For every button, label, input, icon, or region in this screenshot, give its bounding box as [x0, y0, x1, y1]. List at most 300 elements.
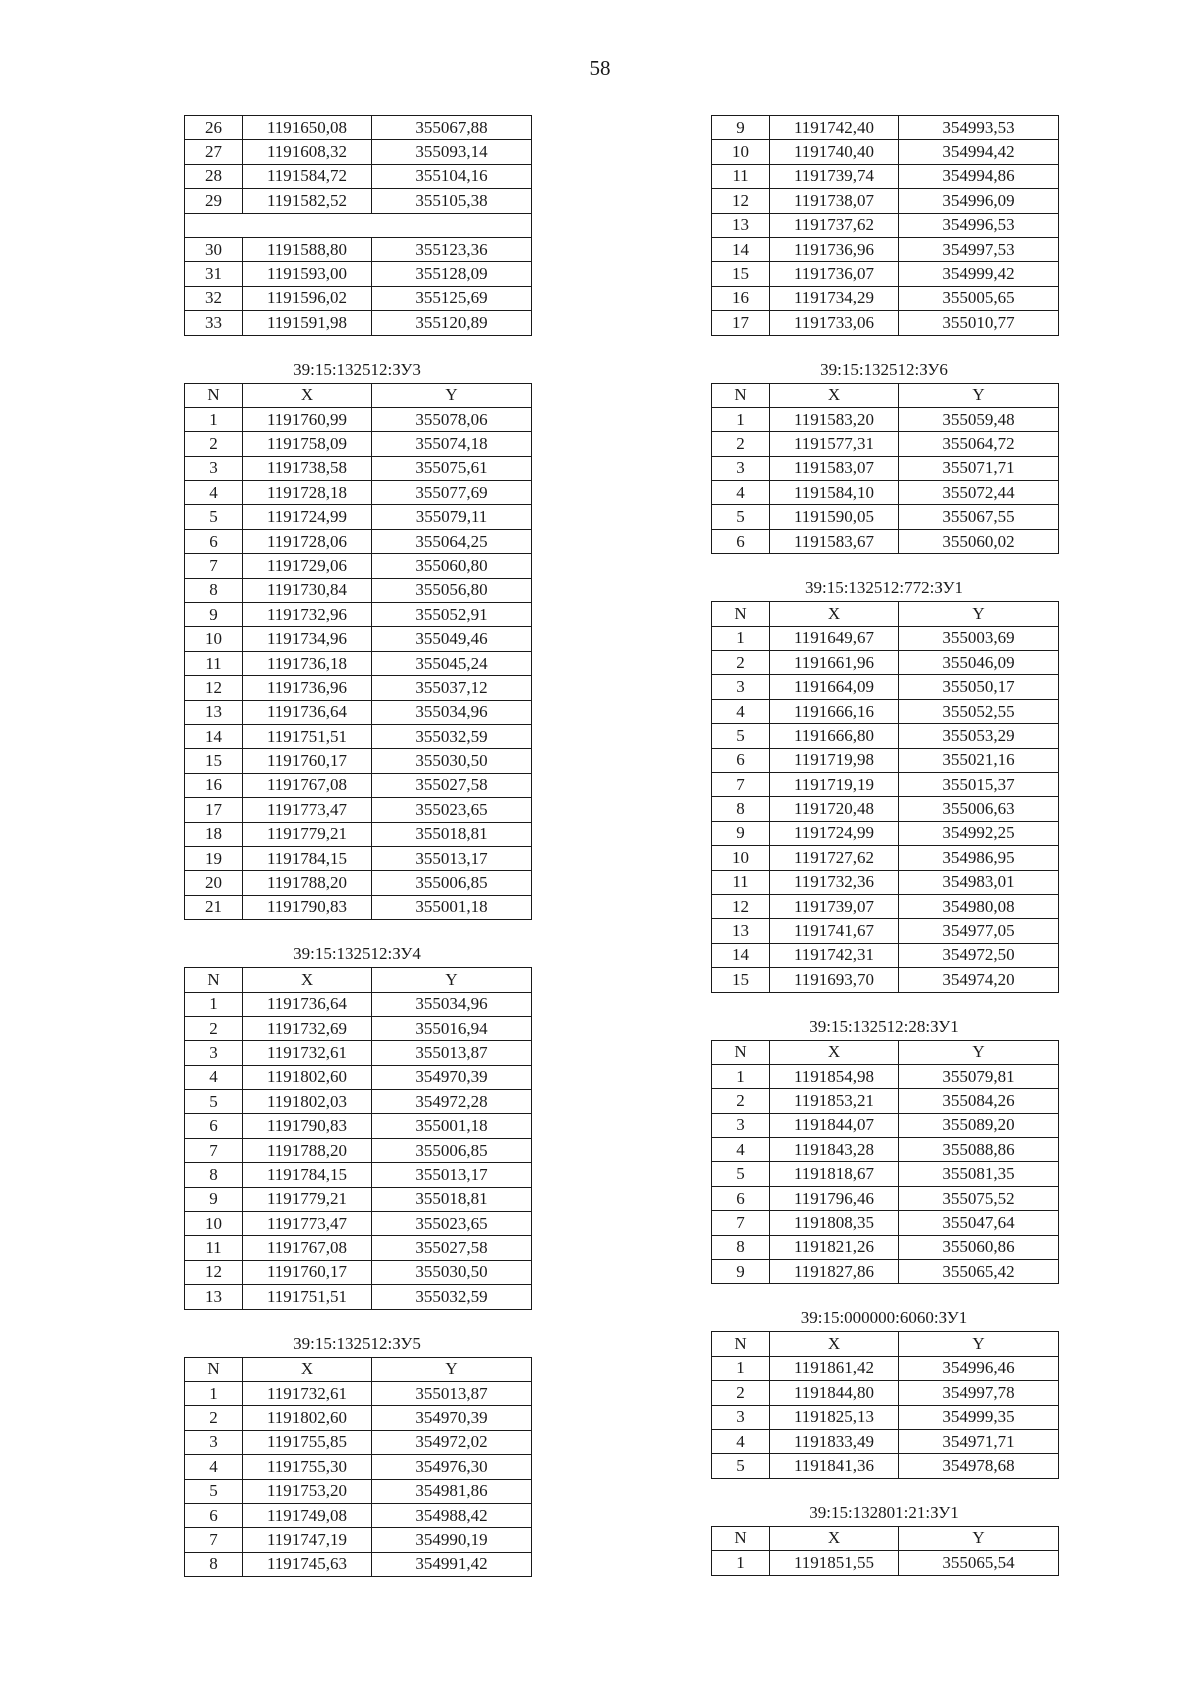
x-coordinate-cell: 1191728,06 [243, 529, 372, 553]
y-coordinate-cell: 354972,02 [372, 1430, 532, 1454]
point-number-cell: 4 [185, 1455, 243, 1479]
x-coordinate-cell: 1191755,30 [243, 1455, 372, 1479]
x-coordinate-cell: 1191747,19 [243, 1528, 372, 1552]
x-coordinate-cell: 1191734,96 [243, 627, 372, 651]
y-coordinate-cell: 355013,17 [372, 1163, 532, 1187]
table-row [185, 1065, 532, 1089]
x-coordinate-cell: 1191733,06 [770, 311, 899, 335]
point-number-cell: 2 [185, 1016, 243, 1040]
table-row [712, 164, 1059, 188]
point-number-cell: 3 [185, 1430, 243, 1454]
point-number-cell: 11 [185, 651, 243, 675]
y-coordinate-cell: 355013,87 [372, 1381, 532, 1405]
coordinate-block [184, 115, 530, 336]
table-row [712, 821, 1059, 845]
header-cell: X [770, 1526, 899, 1550]
point-number-cell: 2 [712, 651, 770, 675]
header-cell: N [712, 602, 770, 626]
point-number-cell: 10 [712, 846, 770, 870]
parcel-title: 39:15:132512:28:ЗУ1 [809, 1016, 959, 1036]
table-row [712, 626, 1059, 650]
y-coordinate-cell: 355006,63 [899, 797, 1059, 821]
point-number-cell: 2 [712, 1089, 770, 1113]
header-cell: N [712, 1332, 770, 1356]
table-row [185, 1212, 532, 1236]
y-coordinate-cell: 355081,35 [899, 1162, 1059, 1186]
point-number-cell: 3 [712, 1113, 770, 1137]
y-coordinate-cell: 355003,69 [899, 626, 1059, 650]
x-coordinate-cell: 1191779,21 [243, 1187, 372, 1211]
x-coordinate-cell: 1191755,85 [243, 1430, 372, 1454]
point-number-cell: 1 [712, 626, 770, 650]
x-coordinate-cell: 1191760,17 [243, 1260, 372, 1284]
x-coordinate-cell: 1191749,08 [243, 1503, 372, 1527]
point-number-cell: 6 [712, 748, 770, 772]
header-cell: N [712, 1526, 770, 1550]
point-number-cell: 6 [185, 1503, 243, 1527]
table-header-row [712, 1332, 1059, 1356]
table-row [712, 1064, 1059, 1088]
table-row [712, 432, 1059, 456]
table-header-row [712, 1526, 1059, 1550]
table-row [712, 529, 1059, 553]
header-cell: Y [899, 1526, 1059, 1550]
y-coordinate-cell: 355065,42 [899, 1260, 1059, 1284]
table-row [712, 1211, 1059, 1235]
point-number-cell: 2 [712, 432, 770, 456]
point-number-cell: 14 [712, 943, 770, 967]
header-cell: X [243, 383, 372, 407]
x-coordinate-cell: 1191861,42 [770, 1356, 899, 1380]
y-coordinate-cell: 354981,86 [372, 1479, 532, 1503]
point-number-cell: 12 [185, 676, 243, 700]
header-cell: Y [372, 383, 532, 407]
y-coordinate-cell: 354990,19 [372, 1528, 532, 1552]
table-row [712, 1138, 1059, 1162]
point-number-cell: 1 [712, 1064, 770, 1088]
x-coordinate-cell: 1191788,20 [243, 1138, 372, 1162]
y-coordinate-cell: 355075,61 [372, 456, 532, 480]
point-number-cell: 7 [185, 1528, 243, 1552]
table-row [185, 578, 532, 602]
y-coordinate-cell: 355093,14 [372, 140, 532, 164]
y-coordinate-cell: 355047,64 [899, 1211, 1059, 1235]
table-row [185, 554, 532, 578]
y-coordinate-cell: 354978,68 [899, 1454, 1059, 1478]
table-row [185, 676, 532, 700]
x-coordinate-cell: 1191741,67 [770, 919, 899, 943]
x-coordinate-cell: 1191728,18 [243, 481, 372, 505]
table-row [712, 797, 1059, 821]
x-coordinate-cell: 1191724,99 [243, 505, 372, 529]
y-coordinate-cell: 354970,39 [372, 1406, 532, 1430]
point-number-cell: 5 [712, 724, 770, 748]
point-number-cell: 12 [712, 894, 770, 918]
point-number-cell: 32 [185, 286, 243, 310]
x-coordinate-cell: 1191608,32 [243, 140, 372, 164]
point-number-cell: 33 [185, 311, 243, 335]
point-number-cell: 3 [712, 456, 770, 480]
coordinate-block [711, 1017, 1057, 1285]
y-coordinate-cell: 355015,37 [899, 772, 1059, 796]
coordinate-table [711, 115, 1059, 336]
point-number-cell: 8 [185, 1552, 243, 1576]
x-coordinate-cell: 1191784,15 [243, 846, 372, 870]
table-row [185, 1285, 532, 1309]
y-coordinate-cell: 354999,42 [899, 262, 1059, 286]
parcel-title: 39:15:132512:ЗУ5 [293, 1333, 421, 1353]
point-number-cell: 7 [712, 1211, 770, 1235]
y-coordinate-cell: 354996,46 [899, 1356, 1059, 1380]
table-row [185, 1406, 532, 1430]
y-coordinate-cell: 354972,50 [899, 943, 1059, 967]
x-coordinate-cell: 1191753,20 [243, 1479, 372, 1503]
blank-cell [185, 213, 532, 237]
x-coordinate-cell: 1191796,46 [770, 1186, 899, 1210]
table-row [712, 772, 1059, 796]
x-coordinate-cell: 1191784,15 [243, 1163, 372, 1187]
point-number-cell: 17 [185, 798, 243, 822]
parcel-title: 39:15:132801:21:ЗУ1 [809, 1502, 959, 1522]
x-coordinate-cell: 1191666,80 [770, 724, 899, 748]
table-row [185, 1503, 532, 1527]
x-coordinate-cell: 1191720,48 [770, 797, 899, 821]
table-row [712, 968, 1059, 992]
y-coordinate-cell: 355079,11 [372, 505, 532, 529]
table-row [185, 189, 532, 213]
table-header-row [185, 968, 532, 992]
y-coordinate-cell: 354999,35 [899, 1405, 1059, 1429]
y-coordinate-cell: 355010,77 [899, 311, 1059, 335]
y-coordinate-cell: 355059,48 [899, 407, 1059, 431]
x-coordinate-cell: 1191732,96 [243, 603, 372, 627]
x-coordinate-cell: 1191854,98 [770, 1064, 899, 1088]
table-row [712, 237, 1059, 261]
x-coordinate-cell: 1191808,35 [770, 1211, 899, 1235]
point-number-cell: 10 [712, 140, 770, 164]
y-coordinate-cell: 355120,89 [372, 311, 532, 335]
table-row [712, 116, 1059, 140]
table-row [185, 1187, 532, 1211]
x-coordinate-cell: 1191577,31 [770, 432, 899, 456]
table-row [185, 992, 532, 1016]
point-number-cell: 10 [185, 1212, 243, 1236]
point-number-cell: 3 [712, 1405, 770, 1429]
y-coordinate-cell: 354993,53 [899, 116, 1059, 140]
point-number-cell: 3 [185, 1041, 243, 1065]
parcel-title: 39:15:132512:ЗУ3 [293, 359, 421, 379]
point-number-cell: 3 [185, 456, 243, 480]
y-coordinate-cell: 355016,94 [372, 1016, 532, 1040]
y-coordinate-cell: 354976,30 [372, 1455, 532, 1479]
table-header-row [712, 383, 1059, 407]
x-coordinate-cell: 1191584,10 [770, 481, 899, 505]
y-coordinate-cell: 355077,69 [372, 481, 532, 505]
table-row [185, 481, 532, 505]
y-coordinate-cell: 355021,16 [899, 748, 1059, 772]
point-number-cell: 3 [712, 675, 770, 699]
y-coordinate-cell: 355006,85 [372, 1138, 532, 1162]
x-coordinate-cell: 1191661,96 [770, 651, 899, 675]
point-number-cell: 15 [185, 749, 243, 773]
header-cell: Y [372, 1357, 532, 1381]
x-coordinate-cell: 1191751,51 [243, 724, 372, 748]
table-header-row [712, 1040, 1059, 1064]
table-row [712, 140, 1059, 164]
y-coordinate-cell: 355018,81 [372, 822, 532, 846]
x-coordinate-cell: 1191825,13 [770, 1405, 899, 1429]
y-coordinate-cell: 355046,09 [899, 651, 1059, 675]
table-row [185, 651, 532, 675]
y-coordinate-cell: 355078,06 [372, 407, 532, 431]
table-row [712, 1260, 1059, 1284]
point-number-cell: 4 [712, 481, 770, 505]
table-row [712, 189, 1059, 213]
x-coordinate-cell: 1191736,96 [770, 237, 899, 261]
y-coordinate-cell: 355023,65 [372, 1212, 532, 1236]
point-number-cell: 7 [712, 772, 770, 796]
x-coordinate-cell: 1191650,08 [243, 116, 372, 140]
table-header-row [712, 602, 1059, 626]
point-number-cell: 14 [185, 724, 243, 748]
table-row [185, 822, 532, 846]
y-coordinate-cell: 354991,42 [372, 1552, 532, 1576]
point-number-cell: 13 [712, 919, 770, 943]
point-number-cell: 1 [712, 1356, 770, 1380]
table-row [712, 1162, 1059, 1186]
point-number-cell: 19 [185, 846, 243, 870]
y-coordinate-cell: 355027,58 [372, 1236, 532, 1260]
point-number-cell: 2 [712, 1381, 770, 1405]
x-coordinate-cell: 1191758,09 [243, 432, 372, 456]
y-coordinate-cell: 354970,39 [372, 1065, 532, 1089]
table-row [185, 603, 532, 627]
point-number-cell: 9 [185, 603, 243, 627]
y-coordinate-cell: 354992,25 [899, 821, 1059, 845]
table-row [712, 699, 1059, 723]
header-cell: N [185, 968, 243, 992]
table-row [185, 798, 532, 822]
table-row [712, 1405, 1059, 1429]
y-coordinate-cell: 355013,87 [372, 1041, 532, 1065]
y-coordinate-cell: 355056,80 [372, 578, 532, 602]
point-number-cell: 4 [185, 481, 243, 505]
point-number-cell: 2 [185, 432, 243, 456]
table-row [185, 871, 532, 895]
x-coordinate-cell: 1191738,07 [770, 189, 899, 213]
table-row [185, 895, 532, 919]
point-number-cell: 5 [712, 1454, 770, 1478]
point-number-cell: 18 [185, 822, 243, 846]
y-coordinate-cell: 354988,42 [372, 1503, 532, 1527]
y-coordinate-cell: 355060,80 [372, 554, 532, 578]
x-coordinate-cell: 1191844,07 [770, 1113, 899, 1137]
y-coordinate-cell: 355075,52 [899, 1186, 1059, 1210]
point-number-cell: 7 [185, 554, 243, 578]
y-coordinate-cell: 355052,55 [899, 699, 1059, 723]
header-cell: Y [899, 1332, 1059, 1356]
x-coordinate-cell: 1191729,06 [243, 554, 372, 578]
table-row [185, 1552, 532, 1576]
table-row [185, 237, 532, 261]
x-coordinate-cell: 1191760,99 [243, 407, 372, 431]
header-cell: Y [899, 383, 1059, 407]
table-header-row [185, 383, 532, 407]
x-coordinate-cell: 1191666,16 [770, 699, 899, 723]
y-coordinate-cell: 355049,46 [372, 627, 532, 651]
table-row [712, 286, 1059, 310]
x-coordinate-cell: 1191590,05 [770, 505, 899, 529]
point-number-cell: 8 [712, 797, 770, 821]
header-cell: N [712, 383, 770, 407]
x-coordinate-cell: 1191732,69 [243, 1016, 372, 1040]
x-coordinate-cell: 1191833,49 [770, 1429, 899, 1453]
right-column [711, 115, 1057, 1576]
x-coordinate-cell: 1191742,31 [770, 943, 899, 967]
x-coordinate-cell: 1191649,67 [770, 626, 899, 650]
point-number-cell: 1 [185, 992, 243, 1016]
header-cell: X [243, 1357, 372, 1381]
x-coordinate-cell: 1191742,40 [770, 116, 899, 140]
x-coordinate-cell: 1191827,86 [770, 1260, 899, 1284]
coordinate-block [711, 360, 1057, 555]
table-row [712, 1454, 1059, 1478]
point-number-cell: 6 [712, 1186, 770, 1210]
x-coordinate-cell: 1191844,80 [770, 1381, 899, 1405]
x-coordinate-cell: 1191736,64 [243, 700, 372, 724]
point-number-cell: 8 [185, 1163, 243, 1187]
point-number-cell: 1 [712, 1551, 770, 1575]
header-cell: X [770, 602, 899, 626]
x-coordinate-cell: 1191851,55 [770, 1551, 899, 1575]
point-number-cell: 27 [185, 140, 243, 164]
header-cell: X [770, 1332, 899, 1356]
y-coordinate-cell: 354994,42 [899, 140, 1059, 164]
table-row [712, 846, 1059, 870]
x-coordinate-cell: 1191591,98 [243, 311, 372, 335]
table-row [712, 1089, 1059, 1113]
point-number-cell: 12 [185, 1260, 243, 1284]
table-row [712, 943, 1059, 967]
header-cell: Y [899, 602, 1059, 626]
y-coordinate-cell: 355052,91 [372, 603, 532, 627]
point-number-cell: 6 [712, 529, 770, 553]
table-row [185, 1236, 532, 1260]
point-number-cell: 5 [185, 1090, 243, 1114]
y-coordinate-cell: 355123,36 [372, 237, 532, 261]
y-coordinate-cell: 354983,01 [899, 870, 1059, 894]
parcel-title: 39:15:000000:6060:ЗУ1 [800, 1308, 968, 1328]
y-coordinate-cell: 354997,78 [899, 1381, 1059, 1405]
point-number-cell: 28 [185, 164, 243, 188]
y-coordinate-cell: 355032,59 [372, 1285, 532, 1309]
x-coordinate-cell: 1191583,07 [770, 456, 899, 480]
x-coordinate-cell: 1191818,67 [770, 1162, 899, 1186]
x-coordinate-cell: 1191738,58 [243, 456, 372, 480]
coordinate-table [711, 1040, 1059, 1285]
table-row [712, 407, 1059, 431]
coordinate-table [711, 601, 1059, 992]
table-row [712, 505, 1059, 529]
header-cell: N [712, 1040, 770, 1064]
x-coordinate-cell: 1191790,83 [243, 895, 372, 919]
header-cell: X [770, 383, 899, 407]
point-number-cell: 11 [712, 164, 770, 188]
y-coordinate-cell: 355088,86 [899, 1138, 1059, 1162]
point-number-cell: 17 [712, 311, 770, 335]
y-coordinate-cell: 355030,50 [372, 1260, 532, 1284]
point-number-cell: 20 [185, 871, 243, 895]
point-number-cell: 4 [712, 1429, 770, 1453]
table-row [185, 1114, 532, 1138]
coordinate-table [184, 1357, 532, 1578]
x-coordinate-cell: 1191802,60 [243, 1406, 372, 1430]
y-coordinate-cell: 355030,50 [372, 749, 532, 773]
x-coordinate-cell: 1191736,18 [243, 651, 372, 675]
coordinate-block [711, 1308, 1057, 1478]
point-number-cell: 1 [185, 1381, 243, 1405]
x-coordinate-cell: 1191737,62 [770, 213, 899, 237]
y-coordinate-cell: 355104,16 [372, 164, 532, 188]
point-number-cell: 31 [185, 262, 243, 286]
y-coordinate-cell: 354997,53 [899, 237, 1059, 261]
x-coordinate-cell: 1191821,26 [770, 1235, 899, 1259]
coordinate-table [711, 1526, 1059, 1576]
y-coordinate-cell: 354971,71 [899, 1429, 1059, 1453]
point-number-cell: 16 [185, 773, 243, 797]
x-coordinate-cell: 1191760,17 [243, 749, 372, 773]
point-number-cell: 15 [712, 262, 770, 286]
coordinate-block [184, 1334, 530, 1578]
table-row [185, 1528, 532, 1552]
point-number-cell: 16 [712, 286, 770, 310]
y-coordinate-cell: 355053,29 [899, 724, 1059, 748]
table-row [712, 262, 1059, 286]
x-coordinate-cell: 1191664,09 [770, 675, 899, 699]
x-coordinate-cell: 1191734,29 [770, 286, 899, 310]
y-coordinate-cell: 355006,85 [372, 871, 532, 895]
y-coordinate-cell: 355065,54 [899, 1551, 1059, 1575]
x-coordinate-cell: 1191596,02 [243, 286, 372, 310]
header-cell: X [243, 968, 372, 992]
point-number-cell: 6 [185, 529, 243, 553]
y-coordinate-cell: 355001,18 [372, 1114, 532, 1138]
point-number-cell: 5 [712, 505, 770, 529]
table-row [712, 1381, 1059, 1405]
table-row [185, 311, 532, 335]
x-coordinate-cell: 1191767,08 [243, 1236, 372, 1260]
point-number-cell: 13 [712, 213, 770, 237]
point-number-cell: 15 [712, 968, 770, 992]
x-coordinate-cell: 1191736,07 [770, 262, 899, 286]
table-row [185, 1455, 532, 1479]
header-cell: Y [899, 1040, 1059, 1064]
y-coordinate-cell: 355071,71 [899, 456, 1059, 480]
y-coordinate-cell: 355060,86 [899, 1235, 1059, 1259]
coordinate-block [711, 1503, 1057, 1576]
table-row [185, 627, 532, 651]
y-coordinate-cell: 355074,18 [372, 432, 532, 456]
y-coordinate-cell: 355072,44 [899, 481, 1059, 505]
x-coordinate-cell: 1191751,51 [243, 1285, 372, 1309]
table-row [712, 1186, 1059, 1210]
x-coordinate-cell: 1191788,20 [243, 871, 372, 895]
point-number-cell: 1 [712, 407, 770, 431]
y-coordinate-cell: 354986,95 [899, 846, 1059, 870]
table-row [185, 724, 532, 748]
x-coordinate-cell: 1191773,47 [243, 1212, 372, 1236]
y-coordinate-cell: 355005,65 [899, 286, 1059, 310]
